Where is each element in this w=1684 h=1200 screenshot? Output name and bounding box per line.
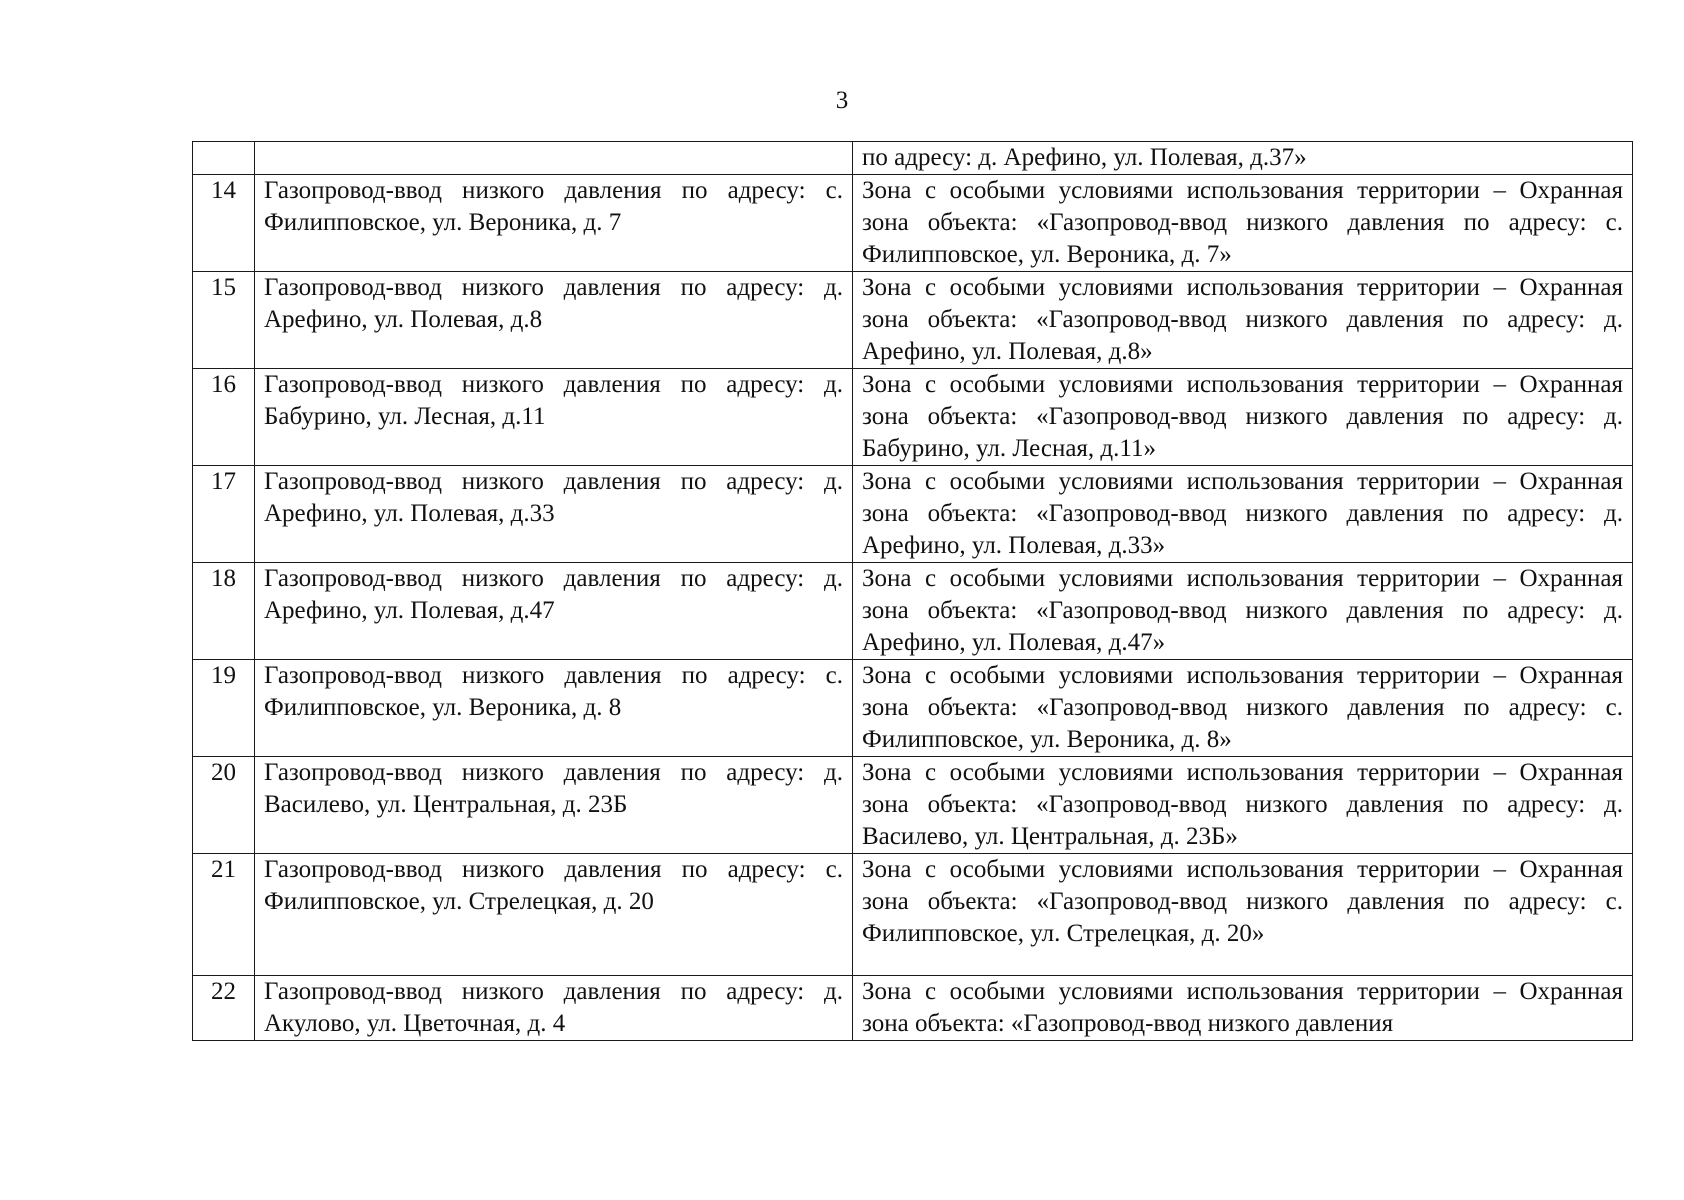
zone-cell: Зона с особыми условиями использования территории – Охранная зона объекта: «Газопровод-ввод низкого давления по адресу: д. Василево, ул. Центральная, д. 23Б» (853, 757, 1633, 854)
row-number: 18 (193, 563, 255, 660)
table-row (193, 563, 1633, 660)
table-row (193, 976, 1633, 1041)
table-row (193, 175, 1633, 272)
object-cell: Газопровод-ввод низкого давления по адресу: д. Арефино, ул. Полевая, д.8 (255, 272, 853, 369)
row-number: 22 (193, 976, 255, 1041)
zone-cell: Зона с особыми условиями использования территории – Охранная зона объекта: «Газопровод-ввод низкого давления по адресу: д. Арефино, ул. Полевая, д.47» (853, 563, 1633, 660)
row-number: 16 (193, 369, 255, 466)
object-cell: Газопровод-ввод низкого давления по адресу: д. Василево, ул. Центральная, д. 23Б (255, 757, 853, 854)
row-number: 15 (193, 272, 255, 369)
zone-cell: Зона с особыми условиями использования территории – Охранная зона объекта: «Газопровод-ввод низкого давления (853, 976, 1633, 1041)
zone-cell: Зона с особыми условиями использования территории – Охранная зона объекта: «Газопровод-ввод низкого давления по адресу: д. Арефино, ул. Полевая, д.8» (853, 272, 1633, 369)
zone-cell: по адресу: д. Арефино, ул. Полевая, д.37» (853, 142, 1633, 175)
row-number: 19 (193, 660, 255, 757)
zone-cell: Зона с особыми условиями использования территории – Охранная зона объекта: «Газопровод-ввод низкого давления по адресу: д. Бабурино, ул. Лесная, д.11» (853, 369, 1633, 466)
zone-cell: Зона с особыми условиями использования территории – Охранная зона объекта: «Газопровод-ввод низкого давления по адресу: с. Филипповское, ул. Вероника, д. 7» (853, 175, 1633, 272)
row-number (193, 142, 255, 175)
object-cell: Газопровод-ввод низкого давления по адресу: д. Бабурино, ул. Лесная, д.11 (255, 369, 853, 466)
table-row (193, 660, 1633, 757)
object-cell (255, 142, 853, 175)
table-row (193, 272, 1633, 369)
object-cell: Газопровод-ввод низкого давления по адресу: д. Арефино, ул. Полевая, д.33 (255, 466, 853, 563)
table-row (193, 757, 1633, 854)
row-number: 20 (193, 757, 255, 854)
object-cell: Газопровод-ввод низкого давления по адресу: с. Филипповское, ул. Стрелецкая, д. 20 (255, 854, 853, 976)
zones-table (192, 141, 1633, 1041)
zone-cell: Зона с особыми условиями использования территории – Охранная зона объекта: «Газопровод-ввод низкого давления по адресу: с. Филипповское, ул. Вероника, д. 8» (853, 660, 1633, 757)
zone-cell: Зона с особыми условиями использования территории – Охранная зона объекта: «Газопровод-ввод низкого давления по адресу: с. Филипповское, ул. Стрелецкая, д. 20» (853, 854, 1633, 976)
table-row (193, 369, 1633, 466)
table-row (193, 466, 1633, 563)
table-row (193, 142, 1633, 175)
row-number: 17 (193, 466, 255, 563)
object-cell: Газопровод-ввод низкого давления по адресу: д. Акулово, ул. Цветочная, д. 4 (255, 976, 853, 1041)
object-cell: Газопровод-ввод низкого давления по адресу: с. Филипповское, ул. Вероника, д. 7 (255, 175, 853, 272)
row-number: 21 (193, 854, 255, 976)
object-cell: Газопровод-ввод низкого давления по адресу: д. Арефино, ул. Полевая, д.47 (255, 563, 853, 660)
object-cell: Газопровод-ввод низкого давления по адресу: с. Филипповское, ул. Вероника, д. 8 (255, 660, 853, 757)
row-number: 14 (193, 175, 255, 272)
page-number: 3 (835, 87, 849, 114)
zone-cell: Зона с особыми условиями использования территории – Охранная зона объекта: «Газопровод-ввод низкого давления по адресу: д. Арефино, ул. Полевая, д.33» (853, 466, 1633, 563)
table-row (193, 854, 1633, 976)
